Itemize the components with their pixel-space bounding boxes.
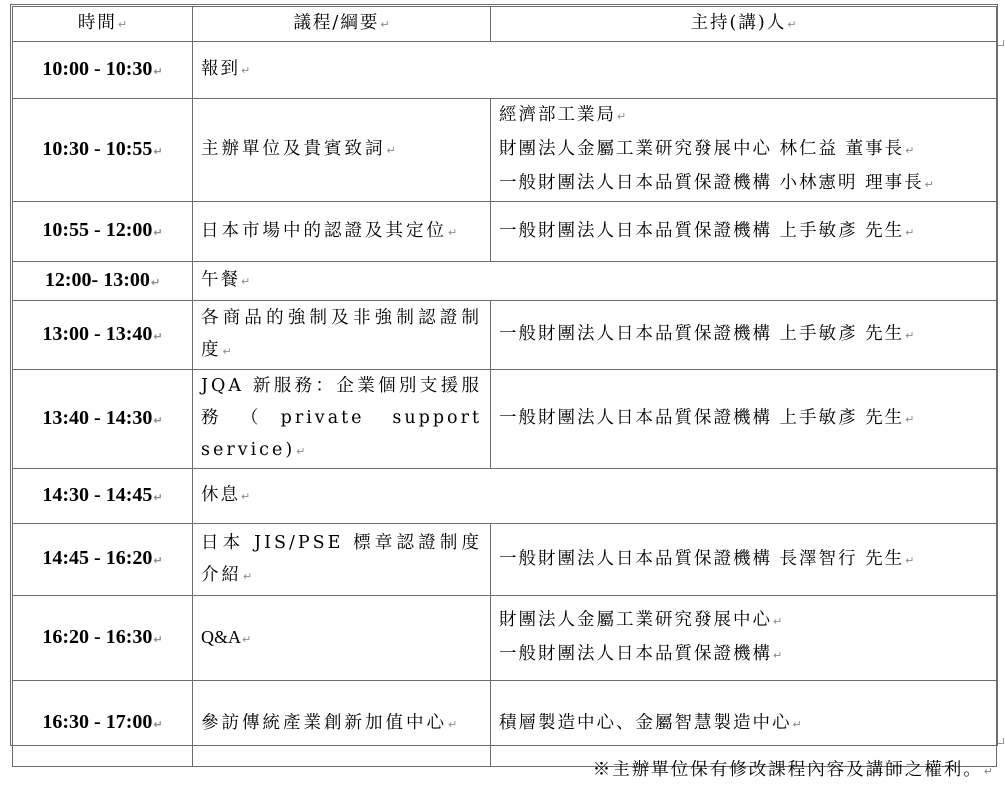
table-row xyxy=(13,99,997,202)
row-host: 一般財團法人日本品質保證機構 上手敏彥 先生↵ xyxy=(491,301,997,370)
row-time: 10:30 - 10:55↵ xyxy=(13,99,193,202)
row-agenda: 各商品的強制及非強制認證制度↵ xyxy=(193,301,491,370)
disclaimer-note: ※主辦單位保有修改課程內容及講師之權利。↵ xyxy=(592,760,993,780)
row-host xyxy=(491,596,997,681)
table-header-row xyxy=(13,7,997,42)
table-row xyxy=(13,681,997,767)
table-row xyxy=(13,596,997,681)
row-host: 一般財團法人日本品質保證機構 上手敏彥 先生↵ xyxy=(491,370,997,469)
host-line: 財團法人金屬工業研究發展中心 林仁益 董事長↵ xyxy=(499,139,915,159)
row-agenda: 參訪傳統產業創新加值中心↵ xyxy=(193,681,491,767)
row-time: 13:40 - 14:30↵ xyxy=(13,370,193,469)
row-host: 一般財團法人日本品質保證機構 長澤智行 先生↵ xyxy=(491,524,997,596)
table-row xyxy=(13,370,997,469)
row-time: 14:30 - 14:45↵ xyxy=(13,469,193,524)
table-row xyxy=(13,469,997,524)
row-agenda: 午餐↵ xyxy=(193,262,997,301)
header-time: 時間↵ xyxy=(13,7,193,42)
row-agenda: 日本市場中的認證及其定位↵ xyxy=(193,202,491,262)
edge-marker xyxy=(998,738,1004,744)
row-host xyxy=(491,99,997,202)
row-time: 10:55 - 12:00↵ xyxy=(13,202,193,262)
table-row xyxy=(13,524,997,596)
row-host: 積層製造中心、金屬智慧製造中心↵ xyxy=(491,681,997,767)
host-line: 一般財團法人日本品質保證機構 小林憲明 理事長↵ xyxy=(499,173,934,193)
row-time: 16:30 - 17:00↵ xyxy=(13,681,193,767)
row-agenda: 主辦單位及貴賓致詞↵ xyxy=(193,99,491,202)
row-agenda: 日本 JIS/PSE 標章認證制度介紹↵ xyxy=(193,524,491,596)
row-agenda: 休息↵ xyxy=(193,469,997,524)
host-line: 財團法人金屬工業研究發展中心↵ xyxy=(499,610,783,630)
row-agenda: 報到↵ xyxy=(193,42,997,99)
table-row xyxy=(13,301,997,370)
row-time: 13:00 - 13:40↵ xyxy=(13,301,193,370)
header-agenda: 議程/綱要↵ xyxy=(193,7,491,42)
row-host: 一般財團法人日本品質保證機構 上手敏彥 先生↵ xyxy=(491,202,997,262)
row-time: 10:00 - 10:30↵ xyxy=(13,42,193,99)
agenda-table xyxy=(12,6,997,767)
host-line: 一般財團法人日本品質保證機構↵ xyxy=(499,644,783,664)
header-host: 主持(講)人↵ xyxy=(491,7,997,42)
table-row xyxy=(13,262,997,301)
host-line: 經濟部工業局↵ xyxy=(499,105,627,125)
edge-marker xyxy=(998,40,1004,46)
row-time: 14:45 - 16:20↵ xyxy=(13,524,193,596)
table-row xyxy=(13,202,997,262)
row-time: 16:20 - 16:30↵ xyxy=(13,596,193,681)
row-agenda: JQA 新服務：企業個別支援服務（private support service)↵ xyxy=(193,370,491,469)
row-time: 12:00- 13:00↵ xyxy=(13,262,193,301)
table-row xyxy=(13,42,997,99)
row-agenda: Q&A↵ xyxy=(193,596,491,681)
